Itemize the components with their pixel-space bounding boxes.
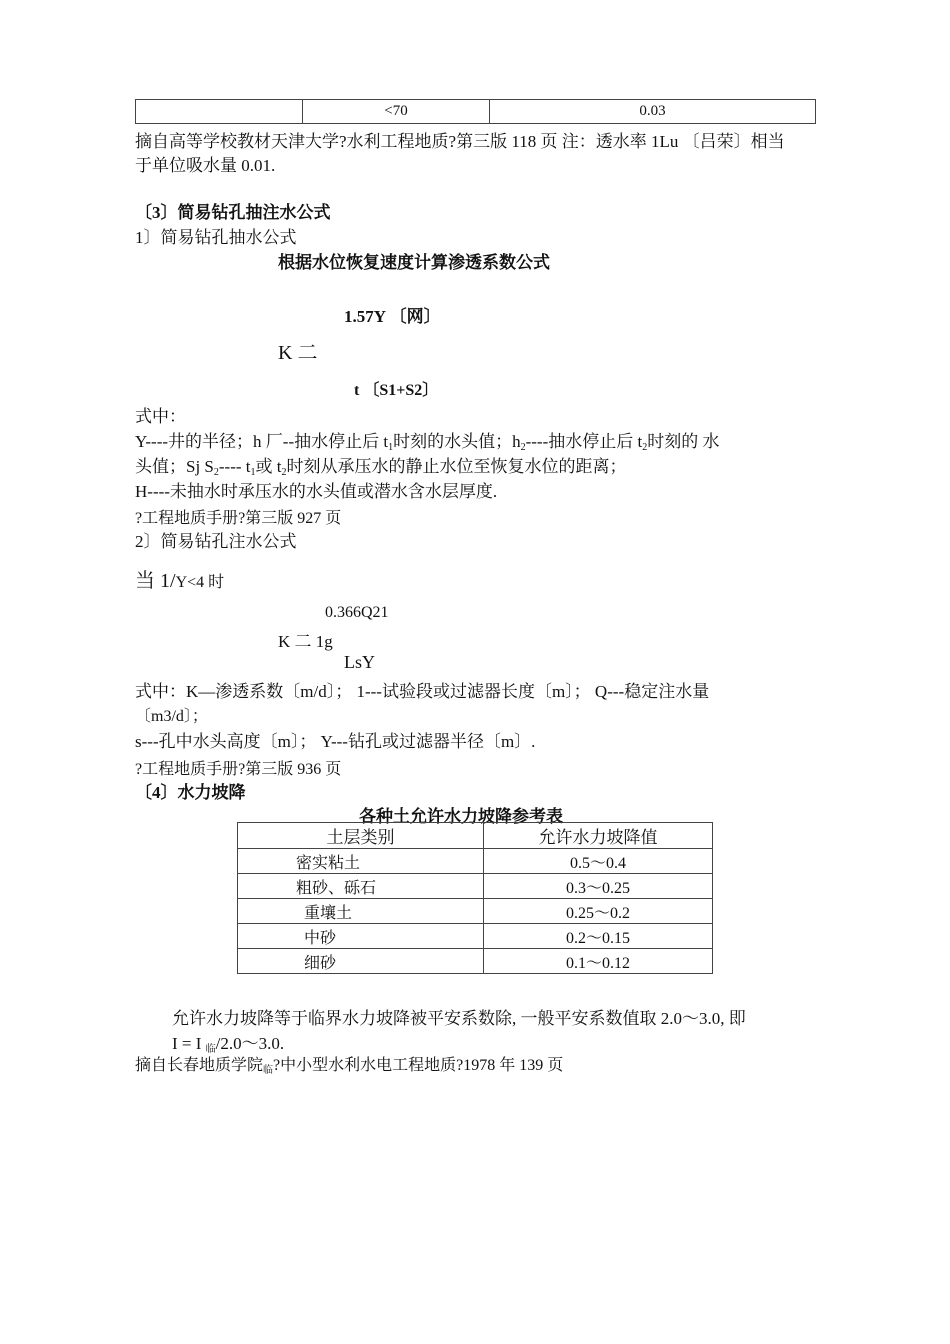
table-cell: 粗砂、砾石 bbox=[238, 874, 484, 899]
table-row bbox=[238, 949, 713, 974]
table-cell: 0.25〜0.2 bbox=[484, 899, 713, 924]
definition-line: 头值；Sj $S_2----$ $t_1$或 $t_2$时刻从承压水的静止水位至恢复水位的距离； bbox=[135, 457, 627, 478]
subsection-heading: 1〕简易钻孔抽水公式 bbox=[135, 228, 297, 247]
table-cell: 细砂 bbox=[238, 949, 484, 974]
subsection-heading: 2〕简易钻孔注水公式 bbox=[135, 532, 297, 551]
note-line: 摘自高等学校教材天津大学?水利工程地质?第三版 118 页 注：透水率 1Lu 〔吕荣〕相当 bbox=[135, 132, 785, 151]
table-title: 各种土允许水力坡降参考表 bbox=[359, 807, 563, 826]
definition-line: 式中：K—渗透系数〔m/d〕； 1---试验段或过滤器长度〔m〕； Q---稳定注水量 bbox=[135, 682, 710, 701]
table-cell: 密实粘土 bbox=[238, 849, 484, 874]
table-cell: <70 bbox=[303, 100, 490, 124]
formula-denominator: t 〔S1+S2〕 bbox=[354, 382, 439, 399]
table-cell: 0.03 bbox=[490, 100, 816, 124]
table-row bbox=[238, 849, 713, 874]
formula-bottom: LsY bbox=[344, 652, 375, 672]
reference: ?工程地质手册?第三版 936 页 bbox=[135, 761, 342, 778]
section-heading: 〔4〕水力坡降 bbox=[135, 783, 246, 802]
paragraph-line: I = I $_临$/2.0〜3.0. bbox=[172, 1034, 285, 1055]
table-cell: 重壤土 bbox=[238, 899, 484, 924]
table-row bbox=[238, 874, 713, 899]
paragraph-line: 允许水力坡降等于临界水力坡降被平安系数除, 一般平安系数值取 2.0〜3.0, 即 bbox=[172, 1009, 746, 1028]
table-cell: 0.2〜0.15 bbox=[484, 924, 713, 949]
table-cell: 0.3〜0.25 bbox=[484, 874, 713, 899]
condition: 当 1/Y<4 时 bbox=[135, 570, 225, 592]
table-cell bbox=[136, 100, 303, 124]
gradient-table bbox=[237, 822, 713, 974]
formula-top: 0.366Q21 bbox=[325, 604, 389, 621]
column-header: 土层类别 bbox=[238, 823, 484, 849]
definition-line: H----未抽水时承压水的水头值或潜水含水层厚度. bbox=[135, 482, 498, 501]
table-cell: 0.1〜0.12 bbox=[484, 949, 713, 974]
top-table bbox=[135, 99, 816, 124]
definition-line: 〔m3/d〕； bbox=[135, 708, 208, 725]
table-cell: 0.5〜0.4 bbox=[484, 849, 713, 874]
where-label: 式中： bbox=[135, 407, 186, 426]
column-header: 允许水力坡降值 bbox=[484, 823, 713, 849]
formula-numerator: 1.57Y 〔网〕 bbox=[344, 307, 441, 326]
section-heading: 〔3〕简易钻孔抽注水公式 bbox=[135, 203, 331, 222]
note-line: 于单位吸水量 0.01. bbox=[135, 156, 276, 175]
formula-title: 根据水位恢复速度计算渗透系数公式 bbox=[278, 253, 550, 272]
formula-k: K 二 bbox=[278, 342, 318, 364]
table-header-row bbox=[238, 823, 713, 849]
definition-line: Y----井的半径；h 厂--抽水停止后 $t_1$时刻的水头值；$h_2----$抽水停止后 $t_2$时刻的 水 bbox=[135, 432, 720, 453]
table-cell: 中砂 bbox=[238, 924, 484, 949]
table-row bbox=[136, 100, 816, 124]
source-note: 摘自长春地质学院$_临$?中小型水利水电工程地质?1978 年 139 页 bbox=[135, 1057, 564, 1076]
table-row bbox=[238, 924, 713, 949]
definition-line: s---孔中水头高度〔m〕； Y---钻孔或过滤器半径〔m〕. bbox=[135, 732, 536, 751]
table-row bbox=[238, 899, 713, 924]
reference: ?工程地质手册?第三版 927 页 bbox=[135, 510, 342, 527]
formula-middle: K 二 1g bbox=[278, 632, 333, 651]
